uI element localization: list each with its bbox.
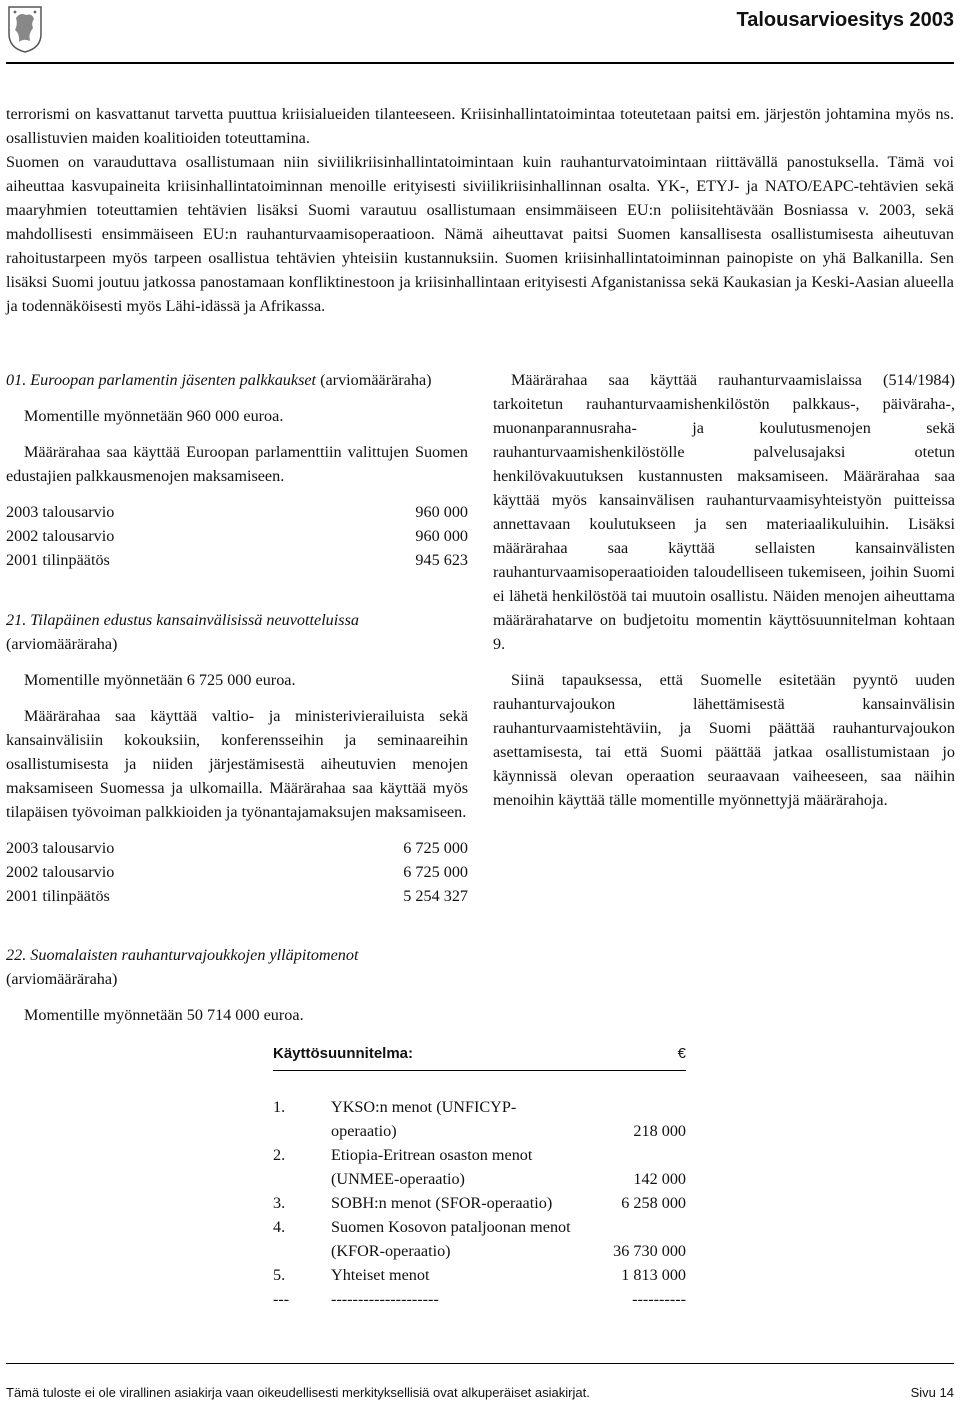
budget-label: 2003 talousarvio: [6, 839, 115, 857]
plan-item: [273, 1143, 686, 1191]
section-22-heading: [6, 943, 468, 991]
header-rule: [6, 62, 954, 64]
section-01-budget-table: [6, 500, 468, 572]
usage-plan: [273, 1042, 686, 1311]
section-21-heading: [6, 608, 468, 656]
plan-item-description: SOBH:n menot (SFOR-operaatio): [331, 1194, 553, 1212]
plan-item-amount: 6 258 000: [621, 1194, 686, 1212]
section-01-type: (arviomääräraha): [320, 371, 432, 389]
plan-item-description: Suomen Kosovon pataljoonan menot (KFOR-operaatio): [331, 1218, 571, 1260]
section-01-grant: Momentille myönnetään 960 000 euroa.: [24, 407, 284, 425]
budget-value: 960 000: [415, 503, 468, 521]
budget-value: 6 725 000: [403, 863, 468, 881]
plan-item-number: 1.: [273, 1098, 286, 1116]
plan-item: [273, 1263, 686, 1287]
plan-item: [273, 1287, 686, 1311]
plan-item-number: ---: [273, 1290, 290, 1308]
budget-label: 2002 talousarvio: [6, 527, 115, 545]
section-21-grant: Momentille myönnetään 6 725 000 euroa.: [24, 671, 296, 689]
currency-symbol: €: [677, 1045, 686, 1062]
plan-item-amount: 218 000: [633, 1122, 686, 1140]
budget-value: 5 254 327: [403, 887, 468, 905]
usage-plan-items: [273, 1095, 686, 1311]
section-01-number: 01.: [6, 371, 27, 389]
budget-value: 6 725 000: [403, 839, 468, 857]
plan-item: [273, 1215, 686, 1263]
usage-plan-header: [273, 1042, 686, 1066]
plan-item-amount: 36 730 000: [613, 1242, 686, 1260]
budget-row: [6, 884, 468, 908]
footer: [6, 1381, 954, 1405]
plan-item-amount: 142 000: [633, 1170, 686, 1188]
budget-row: [6, 524, 468, 548]
plan-item-description: YKSO:n menot (UNFICYP-operaatio): [331, 1098, 517, 1140]
intro-paragraph-1: terrorismi on kasvattanut tarvetta puuttua kriisialueiden tilanteeseen. Kriisinhallintatoimintaa toteutetaan paitsi em. järjestön johtamina myös ns. osallistuvien maiden koalitioiden toteuttamina.: [6, 105, 954, 147]
budget-label: 2002 talousarvio: [6, 863, 115, 881]
section-22-title: Suomalaisten rauhanturvajoukkojen ylläpitomenot: [30, 946, 359, 964]
section-21-budget-table: [6, 836, 468, 908]
budget-row: [6, 548, 468, 572]
plan-item-number: 5.: [273, 1266, 286, 1284]
plan-item-number: 3.: [273, 1194, 286, 1212]
plan-item-amount: 1 813 000: [621, 1266, 686, 1284]
section-01-heading: [6, 368, 468, 392]
plan-item-number: 2.: [273, 1146, 286, 1164]
plan-item: [273, 1095, 686, 1143]
section-21-description: Määrärahaa saa käyttää valtio- ja ministerivierailuista sekä kansainvälisiin kokouksiin, konferensseihin ja seminaareihin osallistumisesta ja niiden järjestämisestä aiheutuvien menojen maksamiseen Suomessa ja ulkomailla. Määrärahaa saa käyttää myös tilapäisen työvoiman palkkioiden ja työnantajamaksujen maksamiseen.: [6, 707, 468, 821]
section-01-description: Määrärahaa saa käyttää Euroopan parlamenttiin valittujen Suomen edustajien palkkausmenojen maksamiseen.: [6, 443, 468, 485]
budget-row: [6, 860, 468, 884]
page-number: Sivu 14: [910, 1385, 954, 1400]
section-21: [6, 608, 468, 908]
budget-row: [6, 500, 468, 524]
right-column: [493, 368, 955, 812]
budget-row: [6, 836, 468, 860]
footer-rule: [6, 1363, 954, 1364]
section-01-title: Euroopan parlamentin jäsenten palkkaukset: [30, 371, 317, 389]
section-21-type: (arviomääräraha): [6, 635, 118, 653]
budget-label: 2001 tilinpäätös: [6, 887, 110, 905]
budget-value: 960 000: [415, 527, 468, 545]
section-21-number: 21.: [6, 611, 27, 629]
section-22-type: (arviomääräraha): [6, 970, 118, 988]
plan-item-description: --------------------: [331, 1290, 439, 1308]
budget-label: 2001 tilinpäätös: [6, 551, 110, 569]
plan-item-amount: ----------: [632, 1290, 686, 1308]
intro-paragraph-2: Suomen on varauduttava osallistumaan niin siviilikriisinhallintatoimintaan kuin rauhanturvatoimintaan riittävällä panostuksella. Tämä voi aiheuttaa kasvupaineita kriisinhallintatoiminnan menoille erityisesti siviilikriisinhallinnan osalta. YK-, ETYJ- ja NATO/EAPC-tehtävien sekä maaryhmien toteuttamien tehtävien lisäksi Suomi varautuu osallistumaan ensimmäiseen EU:n poliisitehtävään Bosniassa v. 2003, sekä mahdollisesti ensimmäiseen EU:n rauhanturvaamisoperaatioon. Nämä aiheuttavat paitsi Suomen kansallisesta osallistumisesta aiheutuvan rahoitustarpeen myös tarpeen osallistua tehtävien yhteisiin kustannuksiin. Suomen kriisinhallintatoiminnan painopiste on yhä Balkanilla. Sen lisäksi Suomi joutuu jatkossa panostamaan konfliktinestoon ja kriisinhallintaan erityisesti Afganistanissa sekä Kaukasian ja Keski-Aasian alueella ja todennäköisesti myös Lähi-idässä ja Afrikassa.: [6, 153, 954, 315]
section-01: [6, 368, 468, 572]
budget-value: 945 623: [415, 551, 468, 569]
section-21-title: Tilapäinen edustus kansainvälisissä neuvotteluissa: [30, 611, 359, 629]
budget-label: 2003 talousarvio: [6, 503, 115, 521]
right-paragraph-2: Siinä tapauksessa, että Suomelle esitetään pyyntö uuden rauhanturvajoukon lähettämisestä kansainvälisin rauhanturvaamistehtäviin, ja Suomi päättää rauhanturvajoukon asettamisesta, tai että Suomi päättää jatkaa osallistumistaan jo käynnissä olevan operaation seuraavaan vaiheeseen, saa näihin menoihin käyttää tälle momentille myönnettyjä määrärahoja.: [493, 671, 955, 809]
section-22: [6, 943, 468, 1027]
footer-disclaimer: Tämä tuloste ei ole virallinen asiakirja vaan oikeudellisesti merkityksellisiä ovat alkuperäiset asiakirjat.: [6, 1385, 590, 1400]
plan-item-description: Etiopia-Eritrean osaston menot (UNMEE-operaatio): [331, 1146, 533, 1188]
usage-plan-heading: Käyttösuunnitelma:: [273, 1045, 414, 1062]
usage-plan-rule: [273, 1070, 686, 1071]
intro-text: [6, 102, 954, 318]
coat-of-arms-lion-logo: [6, 4, 44, 54]
right-paragraph-1: Määrärahaa saa käyttää rauhanturvaamislaissa (514/1984) tarkoitetun rauhanturvaamishenkilöstön palkkaus-, päiväraha-, muonanparannusraha- ja koulutusmenojen sekä rauhanturvaamishenkilöstölle palvelusajaksi otetun henkilövakuutuksen kustannusten maksamiseen. Määrärahaa saa käyttää myös kansainvälisen rauhanturvaamisyhteistyön puitteissa annettavaan koulutukseen ja sen materiaalikuluihin. Lisäksi määrärahaa saa käyttää sellaisten kansainvälisten rauhanturvaamisoperaatioiden taloudelliseen tukemiseen, joihin Suomi ei lähetä henkilöstöä tai muutoin osallistu. Näiden menojen aiheuttama määrärahatarve on budjetoitu momentin käyttösuunnitelman kohtaan 9.: [493, 371, 955, 653]
document-title: Talousarvioesitys 2003: [736, 9, 954, 31]
plan-item-description: Yhteiset menot: [331, 1266, 430, 1284]
section-22-grant: Momentille myönnetään 50 714 000 euroa.: [24, 1006, 304, 1024]
plan-item: [273, 1191, 686, 1215]
plan-item-number: 4.: [273, 1218, 286, 1236]
section-22-number: 22.: [6, 946, 27, 964]
